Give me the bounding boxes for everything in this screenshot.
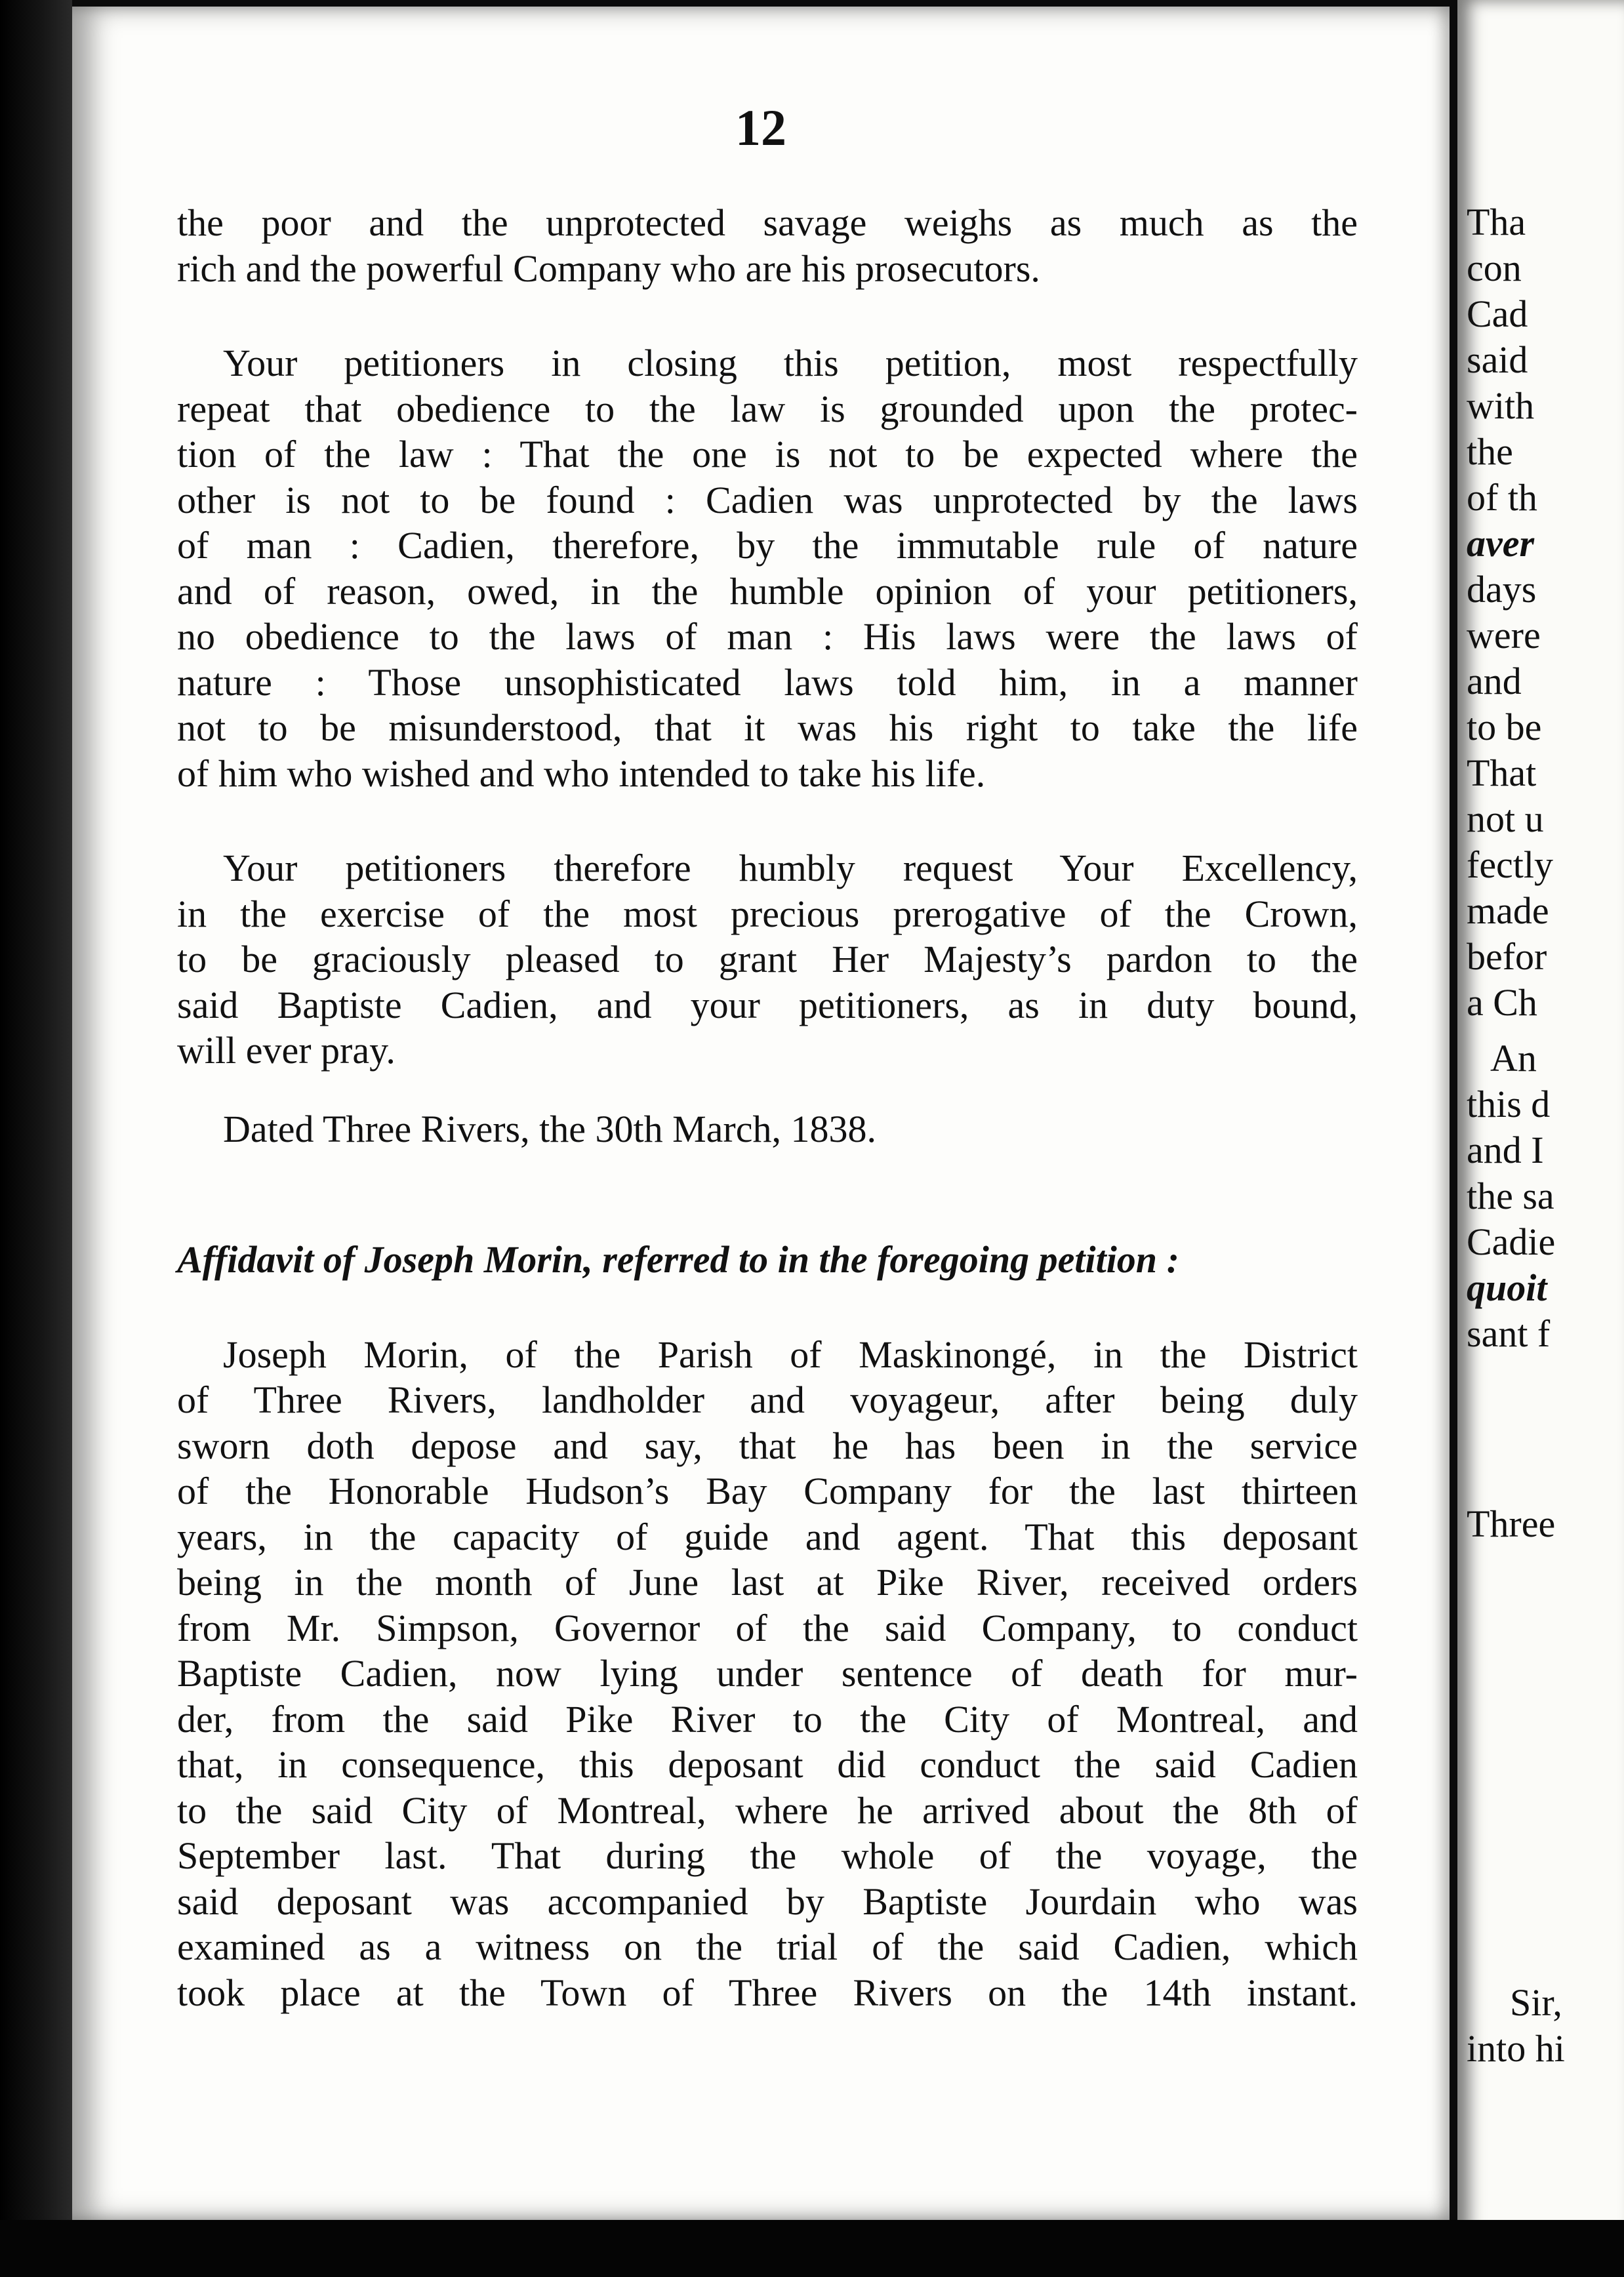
facing-page-fragment: were <box>1467 614 1541 656</box>
facing-page-fragment: a Ch <box>1467 981 1537 1024</box>
affidavit-heading: Affidavit of Joseph Morin, referred to in the foregoing petition : <box>177 1238 1179 1281</box>
text-line: rich and the powerful Company who are his prosecutors. <box>177 247 1040 290</box>
facing-page-fragment: with <box>1467 384 1535 427</box>
facing-page-fragment: and I <box>1467 1129 1544 1171</box>
facing-page-fragment: this d <box>1467 1083 1551 1125</box>
text-line: of the Honorable Hudson’s Bay Company for the last thirteen <box>177 1470 1358 1512</box>
facing-page-fragment: That <box>1467 752 1537 794</box>
page-number: 12 <box>735 99 786 156</box>
scan-bottom-edge <box>0 2220 1624 2277</box>
text-line: of Three Rivers, landholder and voyageur, after being duly <box>177 1379 1358 1421</box>
facing-page-fragment: sant f <box>1467 1312 1551 1355</box>
facing-page-fragment: befor <box>1467 935 1547 978</box>
paragraph-continuation <box>177 200 1358 291</box>
facing-page-fragment: Three <box>1467 1502 1556 1545</box>
facing-page-fragment: Tha <box>1467 201 1526 243</box>
text-line: said Baptiste Cadien, and your petitioners, as in duty bound, <box>177 983 1358 1026</box>
facing-page-fragment: not u <box>1467 797 1544 840</box>
left-page <box>72 7 1450 2220</box>
facing-page-fragment: quoit <box>1467 1266 1547 1309</box>
text-line: to be graciously pleased to grant Her Majesty’s pardon to the <box>177 938 1358 980</box>
facing-page-fragment: days <box>1467 568 1537 611</box>
text-line: Baptiste Cadien, now lying under sentence of death for mur- <box>177 1652 1358 1695</box>
text-line: Joseph Morin, of the Parish of Maskinongé, in the District <box>223 1333 1358 1376</box>
dateline <box>177 1106 1358 1152</box>
facing-page-fragment: fectly <box>1467 843 1554 886</box>
page-body <box>177 200 1358 2015</box>
text-line: and of reason, owed, in the humble opinion of your petitioners, <box>177 569 1358 613</box>
text-line: of him who wished and who intended to take his life. <box>177 752 986 795</box>
facing-page-fragment: Cad <box>1467 292 1528 335</box>
text-line: other is not to be found : Cadien was unprotected by the laws <box>177 478 1358 521</box>
text-line: no obedience to the laws of man : His laws were the laws of <box>177 615 1358 658</box>
text-line: to the said City of Montreal, where he arrived about the 8th of <box>177 1788 1358 1832</box>
facing-page-fragment: to be <box>1467 706 1542 748</box>
facing-page-fragment: into hi <box>1467 2027 1565 2070</box>
facing-page-fragment: of th <box>1467 476 1537 519</box>
text-line: sworn doth depose and say, that he has been in the service <box>177 1424 1358 1467</box>
text-line: September last. That during the whole of the voyage, the <box>177 1834 1358 1877</box>
text-line: in the exercise of the most precious prerogative of the Crown, <box>177 892 1358 935</box>
facing-page-fragment: the sa <box>1467 1175 1554 1217</box>
facing-page-fragment: An <box>1490 1037 1537 1079</box>
text-line: Your petitioners therefore humbly request Your Excellency, <box>223 847 1358 889</box>
facing-page-fragment: made <box>1467 889 1549 932</box>
facing-page-edge <box>1457 0 1624 2277</box>
text-line: being in the month of June last at Pike River, received orders <box>177 1561 1358 1603</box>
text-line: will ever pray. <box>177 1029 396 1072</box>
text-line: der, from the said Pike River to the City of Montreal, and <box>177 1697 1358 1741</box>
text-line: nature : Those unsophisticated laws told him, in a manner <box>177 660 1358 704</box>
paragraph-request <box>177 845 1358 1074</box>
facing-page-fragment: aver <box>1467 522 1535 565</box>
facing-page-fragment: and <box>1467 660 1522 702</box>
text-line: not to be misunderstood, that it was his right to take the life <box>177 706 1358 749</box>
text-line: the poor and the unprotected savage weighs as much as the <box>177 201 1358 244</box>
text-line: Dated Three Rivers, the 30th March, 1838. <box>223 1107 876 1150</box>
facing-page-fragment: con <box>1467 247 1522 289</box>
facing-page-fragment: said <box>1467 338 1528 381</box>
paragraph-closing-petition <box>177 340 1358 796</box>
book-gutter <box>0 0 72 2277</box>
text-line: tion of the law : That the one is not to be expected where the <box>177 433 1358 475</box>
text-line: examined as a witness on the trial of the said Cadien, which <box>177 1925 1358 1968</box>
text-line: repeat that obedience to the law is grounded upon the protec- <box>177 387 1358 430</box>
text-line: Your petitioners in closing this petition, most respectfully <box>223 342 1358 384</box>
affidavit-body <box>177 1332 1358 2016</box>
facing-page-fragment: the <box>1467 430 1513 473</box>
facing-page-fragment: Cadie <box>1467 1220 1556 1263</box>
text-line: from Mr. Simpson, Governor of the said Company, to conduct <box>177 1606 1358 1649</box>
text-line: years, in the capacity of guide and agent. That this deposant <box>177 1515 1358 1558</box>
text-line: took place at the Town of Three Rivers on the 14th instant. <box>177 1971 1358 2014</box>
facing-page-fragment: Sir, <box>1510 1981 1562 2024</box>
text-line: said deposant was accompanied by Baptiste Jourdain who was <box>177 1880 1358 1923</box>
text-line: of man : Cadien, therefore, by the immutable rule of nature <box>177 524 1358 567</box>
text-line: that, in consequence, this deposant did conduct the said Cadien <box>177 1743 1358 1786</box>
